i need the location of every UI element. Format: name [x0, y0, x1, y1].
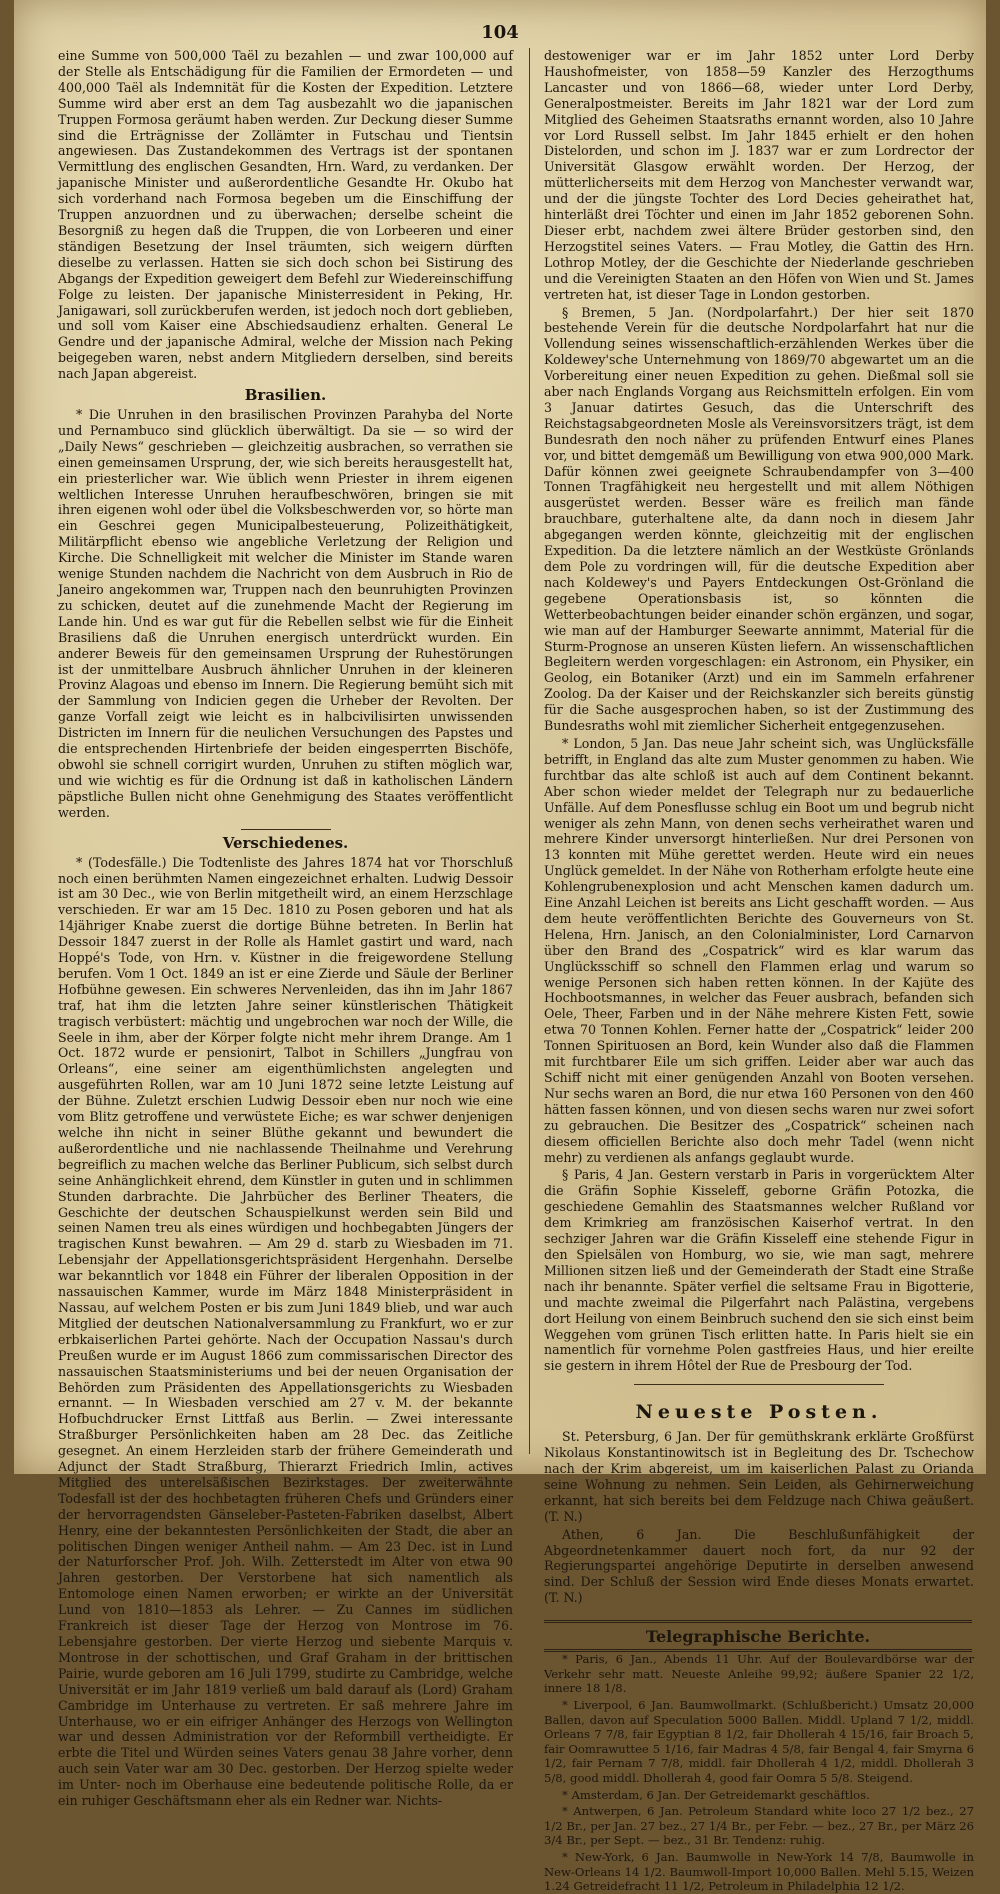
brasilien-heading: Brasilien.	[244, 386, 327, 405]
right-column	[544, 48, 974, 1894]
newspaper-page	[14, 0, 986, 1894]
left-column	[58, 48, 513, 1809]
paris-article: § Paris, 4 Jan. Gestern verstarb in Paris in vorgerücktem Alter die Gräfin Sophie Kisseleff, geborne Gräfin Potozka, die geschiedene Gemahlin des Staatsmannes welcher Rußland vor dem Krimkrieg am französischen Kaiserhof vertrat. In den sechziger Jahren war die Gräfin Kisseleff eine stehende Figur in den Spielsälen von Homburg, wo sie, wie man sagt, mehrere Millionen sitzen ließ und der Gemeinderath der Stadt eine Straße nach ihr benannte. Später verfiel die seltsame Frau in Bigotterie, und machte zweimal die Pilgerfahrt nach Palästina, vergebens dort Heilung von einem Beinbruch suchend den sie sich einst beim Weggehen vom grünen Tisch erlitten hatte. In Paris hielt sie ein namentlich für vornehme Polen gastfreies Haus, und hier ereilte sie gestern in ihrem Hôtel der Rue de Presbourg der Tod.	[544, 1167, 974, 1374]
london-article: * London, 5 Jan. Das neue Jahr scheint sich, was Unglücksfälle betrifft, in England das alte zum Muster genommen zu haben. Wie furchtbar das alte schloß ist auch auf dem Continent bekannt. Aber schon wieder meldet der Telegraph nur zu bedauerliche Unfälle. Auf dem Ponesflusse schlug ein Boot um und begrub nicht weniger als zehn Mann, von denen sechs verheirathet waren und mehrere Kinder unversorgt hinterließen. Nur drei Personen von 13 konnten mit Mühe gerettet werden. Heute wird ein neues Unglück gemeldet. In der Nähe von Rotherham erfolgte heute eine Kohlengrubenexplosion und acht Menschen kamen dadurch um. Eine Anzahl Leichen ist bereits ans Licht geschafft worden. — Aus dem heute veröffentlichten Berichte des Gouverneurs von St. Helena, Hrn. Janisch, an den Colonialminister, Lord Carnarvon über den Brand des „Cospatrick“ wird es klar warum das Unglücksschiff so schnell den Flammen erlag und warum so wenige Personen sich haben retten können. In der Kajüte des Hochbootsmannes, in welcher das Feuer ausbrach, befanden sich Oele, Theer, Farben und in der Nähe mehrere Kisten Fett, sowie etwa 70 Tonnen Kohlen. Ferner hatte der „Cospatrick“ leider 200 Tonnen Spirituosen an Bord, kein Wunder also daß die Flammen mit furchtbarer Eile um sich griffen. Leider aber war auch das Schiff nicht mit einer genügenden Anzahl von Booten versehen. Nur sechs waren an Bord, die nur etwa 160 Personen von den 460 hätten fassen können, und von diesen sechs waren nur zwei sofort zu gebrauchen. Die Besitzer des „Cospatrick“ scheinen nach diesem officiellen Berichte also doch mehr Tadel (wenn nicht mehr) zu verdienen als anfangs geglaubt wurde.	[544, 735, 974, 1165]
athen-article: Athen, 6 Jan. Die Beschlußunfähigkeit der Abgeordnetenkammer dauert noch fort, da nur 92 der Regierungspartei angehörige Deputirte in derselben anwesend sind. Der Schluß der Session wird Ende dieses Monats erwartet. (T. N.)	[544, 1526, 974, 1606]
formosa-article-continuation: eine Summe von 500,000 Taël zu bezahlen — und zwar 100,000 auf der Stelle als Entschädigung für die Familien der Ermordeten — und 400,000 Taël als Indemnität für die Kosten der Expedition. Letztere Summe wird aber erst an dem Tag ausbezahlt wo die japanischen Truppen Formosa geräumt haben werden. Zur Deckung dieser Summe sind die Erträgnisse der Zollämter in Futschau und Tientsin angewiesen. Das Zustandekommen des Vertrags ist der spontanen Vermittlung des englischen Gesandten, Hrn. Ward, zu verdanken. Der japanische Minister und außerordentliche Gesandte Hr. Okubo hat sich vorderhand nach Formosa begeben um die Einschiffung der Truppen anzuordnen und zu überwachen; derselbe scheint die Besorgniß zu hegen daß die Truppen, die von Lorbeeren und einer ständigen Besetzung der Insel träumten, sich weigern dürften dieselbe zu verlassen. Hatten sie sich doch schon bei Sistirung des Abgangs der Expedition geweigert dem Befehl zur Wiedereinschiffung Folge zu leisten. Der japanische Ministerresident in Peking, Hr. Janigawari, soll zurückberufen werden, ist jedoch noch dort geblieben, und soll vom Kaiser eine Abschiedsaudienz erhalten. General Le Gendre und der japanische Admiral, welche der Mission nach Peking beigegeben waren, nebst andern Mitgliedern derselben, sind bereits nach Japan abgereist.	[58, 48, 513, 382]
section-divider	[634, 1384, 884, 1385]
telegraph-paris: * Paris, 6 Jan., Abends 11 Uhr. Auf der Boulevardbörse war der Verkehr sehr matt. Neueste Anleihe 99,92; äußere Spanier 22 1/2, innere 18 1/8.	[544, 1652, 974, 1696]
bremen-article: § Bremen, 5 Jan. (Nordpolarfahrt.) Der hier seit 1870 bestehende Verein für die deutsche Nordpolarfahrt hat nur die Vollendung seines wissenschaftlich-erzählenden Werkes über die Koldewey'sche Unternehmung von 1869/70 abgewartet um an die Vorbereitung einer neuen Expedition zu gehen. Dießmal soll sie aber nach Englands Vorgang aus Reichsmitteln erfolgen. Ein vom 3 Januar datirtes Gesuch, das die Unterschrift des Reichstagsabgeordneten Mosle als Vereinsvorsitzers trägt, ist dem Bundesrath den noch näher zu prüfenden Entwurf eines Planes vor, und bittet demgemäß um Bewilligung von etwa 900,000 Mark. Dafür können zwei geeignete Schraubendampfer von 3—400 Tonnen Tragfähigkeit neu hergestellt und mit allem Nöthigen ausgerüstet werden. Besser wäre es freilich man fände brauchbare, guterhaltene alte, da dann noch in diesem Jahr abgegangen werden könnte, gleichzeitig mit der englischen Expedition. Da die letztere nämlich an der Westküste Grönlands dem Pole zu vordringen will, für die deutsche Expedition aber nach Koldewey's und Payers Entdeckungen Ost-Grönland die gegebene Operationsbasis ist, so könnten die Wetterbeobachtungen beider einander schön ergänzen, und sogar, wie man auf der Hamburger Seewarte annimmt, Material für die Sturm-Prognose an unseren Küsten liefern. An wissenschaftlichen Begleitern werden vorgeschlagen: ein Astronom, ein Physiker, ein Geolog, ein Botaniker (Arzt) und ein im Sammeln erfahrener Zoolog. Da der Kaiser und der Reichskanzler sich bereits günstig für die Sache ausgesprochen haben, so ist der Zustimmung des Bundesraths wohl mit ziemlicher Sicherheit entgegenzusehen.	[544, 304, 974, 734]
montrose-article-continuation: destoweniger war er im Jahr 1852 unter Lord Derby Haushofmeister, von 1858—59 Kanzler des Herzogthums Lancaster und von 1866—68, wieder unter Lord Derby, Generalpostmeister. Bereits im Jahr 1821 war der Lord zum Mitglied des Geheimen Staatsraths ernannt worden, also 10 Jahre vor Lord Russell selbst. Im Jahr 1845 erhielt er den hohen Distelorden, und schon im J. 1837 war er zum Lordrector der Universität Glasgow erwählt worden. Der Herzog, der mütterlicherseits mit dem Herzog von Manchester verwandt war, und der die jüngste Tochter des Lord Decies geheirathet hat, hinterläßt drei Töchter und einen im Jahr 1852 geborenen Sohn. Dieser erbt, nachdem zwei ältere Brüder gestorben sind, den Herzogstitel seines Vaters. — Frau Motley, die Gattin des Hrn. Lothrop Motley, der die Geschichte der Niederlande geschrieben und die Vereinigten Staaten an den Höfen von Wien und St. James vertreten hat, ist dieser Tage in London gestorben.	[544, 48, 974, 302]
telegraph-amsterdam: * Amsterdam, 6 Jan. Der Getreidemarkt geschäftlos.	[562, 1787, 870, 1802]
telegraph-reports	[544, 1652, 974, 1894]
neueste-posten-heading: Neueste Posten.	[635, 1401, 883, 1424]
telegraph-heading: Telegraphische Berichte.	[645, 1627, 871, 1647]
section-divider	[241, 829, 331, 830]
verschiedenes-article: * (Todesfälle.) Die Todtenliste des Jahres 1874 hat vor Thorschluß noch einen berühmten Namen eingezeichnet erhalten. Ludwig Dessoir ist am 30 Dec., wie von Berlin mitgetheilt wird, an einem Herzschlage verschieden. Er war am 15 Dec. 1810 zu Posen geboren und hat als 14jähriger Knabe zuerst die dortige Bühne betreten. In Berlin hat Dessoir 1847 zuerst in der Rolle als Hamlet gastirt und ward, nach Hoppé's Tode, von Hrn. v. Küstner in die freigewordene Stellung berufen. Vom 1 Oct. 1849 an ist er eine Zierde und Säule der Berliner Hofbühne gewesen. Ein schweres Nervenleiden, das ihn im Jahr 1867 traf, hat ihm die letzten Jahre seiner künstlerischen Thätigkeit tragisch verbüstert: mächtig und ungebrochen war noch der Wille, die Seele in ihm, aber der Körper folgte nicht mehr ihrem Drange. Am 1 Oct. 1872 wurde er pensionirt, Talbot in Schillers „Jungfrau von Orleans“, eine seiner am eigenthümlichsten angelegten und ausgeführten Rollen, war am 10 Juni 1872 seine letzte Leistung auf der Bühne. Zuletzt erschien Ludwig Dessoir eben nur noch wie eine vom Blitz getroffene und verwüstete Eiche; es war schwer denjenigen welche ihn nicht in seiner Blüthe gekannt und bewundert die außerordentliche und nie nachlassende Theilnahme und Verehrung begreiflich zu machen welche das Berliner Publicum, sich selbst durch seine Anhänglichkeit ehrend, dem Künstler in guten und in schlimmen Stunden darbrachte. Die Jahrbücher des Berliner Theaters, die Geschichte der deutschen Schauspielkunst werden sein Bild und seinen Namen treu als eines würdigen und hochbegabten Jüngers der tragischen Kunst bewahren. — Am 29 d. starb zu Wiesbaden im 71. Lebensjahr der Appellationsgerichtspräsident Hergenhahn. Derselbe war bekanntlich vor 1848 ein Führer der liberalen Opposition in der nassauischen Kammer, wurde im März 1848 Ministerpräsident in Nassau, auf welchem Posten er bis zum Juni 1849 blieb, und war auch Mitglied der deutschen Nationalversammlung zu Frankfurt, wo er zur erbkaiserlichen Partei gehörte. Nach der Occupation Nassau's durch Preußen wurde er im August 1866 zum commissarischen Director des nassauischen Staatsministeriums und bei der neuen Organisation der Behörden zum Präsidenten des Appellationsgerichts zu Wiesbaden ernannt. — In Wiesbaden verschied am 27 v. M. der bekannte Hofbuchdrucker Ernst Littfaß aus Berlin. — Zwei interessante Straßburger Persönlichkeiten haben am 28 Dec. das Zeitliche gesegnet. An einem Herzleiden starb der frühere Gemeinderath und Adjunct der Stadt Straßburg, Thierarzt Friedrich Imlin, actives Mitglied des unterelsäßischen Bezirkstages. Der zweiterwähnte Todesfall ist der des hochbetagten früheren Chefs und Gründers einer der hervorragendsten Gänseleber-Pasteten-Fabriken daselbst, Albert Henry, eine der bekanntesten Persönlichkeiten der Stadt, die aber an politischen Dingen weniger Antheil nahm. — Am 23 Dec. ist in Lund der Naturforscher Prof. Joh. Wilh. Zetterstedt im Alter von etwa 90 Jahren gestorben. Der Verstorbene hat sich namentlich als Entomologe einen Namen erworben; er wirkte an der Universität Lund von 1810—1853 als Lehrer. — Zu Cannes im südlichen Frankreich ist dieser Tage der Herzog von Montrose im 76. Lebensjahre gestorben. Der vierte Herzog und siebente Marquis v. Montrose in der schottischen, und Graf Graham in der brittischen Pairie, wurde geboren am 16 Juli 1799, studirte zu Cambridge, welche Universität er im Jahr 1819 verließ um bald darauf als (Lord) Graham Cambridge im Unterhause zu vertreten. Er saß mehrere Jahre im Unterhause, wo er ein eifriger Anhänger des Herzogs von Wellington war und dessen Administration vor der Reformbill vertheidigte. Er erbte die Titel und Würden seines Vaters genau 38 Jahre vorher, denn auch sein Vater war am 30 Dec. gestorben. Der Herzog spielte weder im Unter- noch im Oberhause eine bedeutende politische Rolle, da er ein ruhiger Geschäftsmann eher als ein Redner war. Nichts-	[58, 854, 513, 1809]
telegraph-liverpool: * Liverpool, 6 Jan. Baumwollmarkt. (Schlußbericht.) Umsatz 20,000 Ballen, davon auf Speculation 5000 Ballen. Middl. Upland 7 1/2, middl. Orleans 7 7/8, fair Egyptian 8 1/2, fair Dhollerah 4 15/16, fair Broach 5, fair Oomrawuttee 5 1/16, fair Madras 4 5/8, fair Bengal 4, fair Smyrna 6 1/2, fair Pernam 7 7/8, middl. fair Dhollerah 4 1/2, middl. Dhollerah 3 5/8, good middl. Dhollerah 4, good fair Oomra 5 5/8. Steigend.	[544, 1697, 974, 1785]
telegraph-newyork: * New-York, 6 Jan. Baumwolle in New-York 14 7/8, Baumwolle in New-Orleans 14 1/2. Baumwoll-Import 10,000 Ballen. Mehl 5.15, Weizen 1.24 Getreidefracht 11 1/2, Petroleum in Philadelphia 12 1/2.	[544, 1849, 974, 1894]
page-number: 104	[481, 22, 519, 43]
verschiedenes-heading: Verschiedenes.	[222, 833, 349, 852]
brasilien-article: * Die Unruhen in den brasilischen Provinzen Parahyba del Norte und Pernambuco sind glücklich überwältigt. Da sie — so wird der „Daily News“ geschrieben — gleichzeitig ausbrachen, so verrathen sie einen gemeinsamen Ursprung, der, wie sich bereits herausgestellt hat, ein priesterlicher war. Wie üblich wenn Priester in ihrem eigenen weltlichen Interesse Unruhen heraufbeschwören, bringen sie mit ihren eigenen wohl oder übel die Volksbeschwerden vor, so hörte man ein Geschrei gegen Municipalbesteuerung, Polizeithätigkeit, Militärpflicht ebenso wie angebliche Verletzung der Religion und Kirche. Die Schnelligkeit mit welcher die Minister im Stande waren wenige Stunden nachdem die Nachricht von dem Ausbruch in Rio de Janeiro angekommen war, Truppen nach den beunruhigten Provinzen zu schicken, deutet auf die zunehmende Macht der Regierung im Lande hin. Und es war gut für die Rebellen selbst wie für die Einheit Brasiliens daß die Unruhen energisch unterdrückt wurden. Ein anderer Beweis für den gemeinsamen Ursprung der Ruhestörungen ist der unmittelbare Ausbruch ähnlicher Unruhen in der kleineren Provinz Alagoas und ebenso im Innern. Die Regierung bemüht sich mit der Sammlung von Indicien gegen die Urheber der Revolten. Der ganze Vorfall zeigt wie leicht es in halbcivilisirten unwissenden Districten im Innern für die neulichen Versuchungen des Papstes und die entsprechenden Hirtenbriefe der beiden eingesperrten Bischöfe, obwohl sie schnell corrigirt wurden, Unruhen zu stiften möglich war, und wie wichtig es für die Ordnung ist daß in katholischen Ländern päpstliche Bullen nicht ohne Genehmigung des Staates veröffentlicht werden.	[58, 407, 513, 820]
telegraph-heading-box	[544, 1620, 972, 1652]
column-divider	[529, 48, 530, 1454]
telegraph-antwerpen: * Antwerpen, 6 Jan. Petroleum Standard white loco 27 1/2 bez., 27 1/2 Br., per Jan. 27 bez., 27 1/4 Br., per Febr. — bez., 27 Br., per März 26 3/4 Br., per Sept. — bez., 31 Br. Tendenz: ruhig.	[544, 1804, 974, 1848]
petersburg-article: St. Petersburg, 6 Jan. Der für gemüthskrank erklärte Großfürst Nikolaus Konstantinowitsch ist in Begleitung des Dr. Tschechow nach der Krim abgereist, um im kaiserlichen Palast zu Orianda seine Wohnung zu nehmen. Sein Leiden, als Gehirnerweichung erkannt, hat sich bereits bei dem Feldzuge nach Chiwa geäußert. (T. N.)	[544, 1429, 974, 1524]
